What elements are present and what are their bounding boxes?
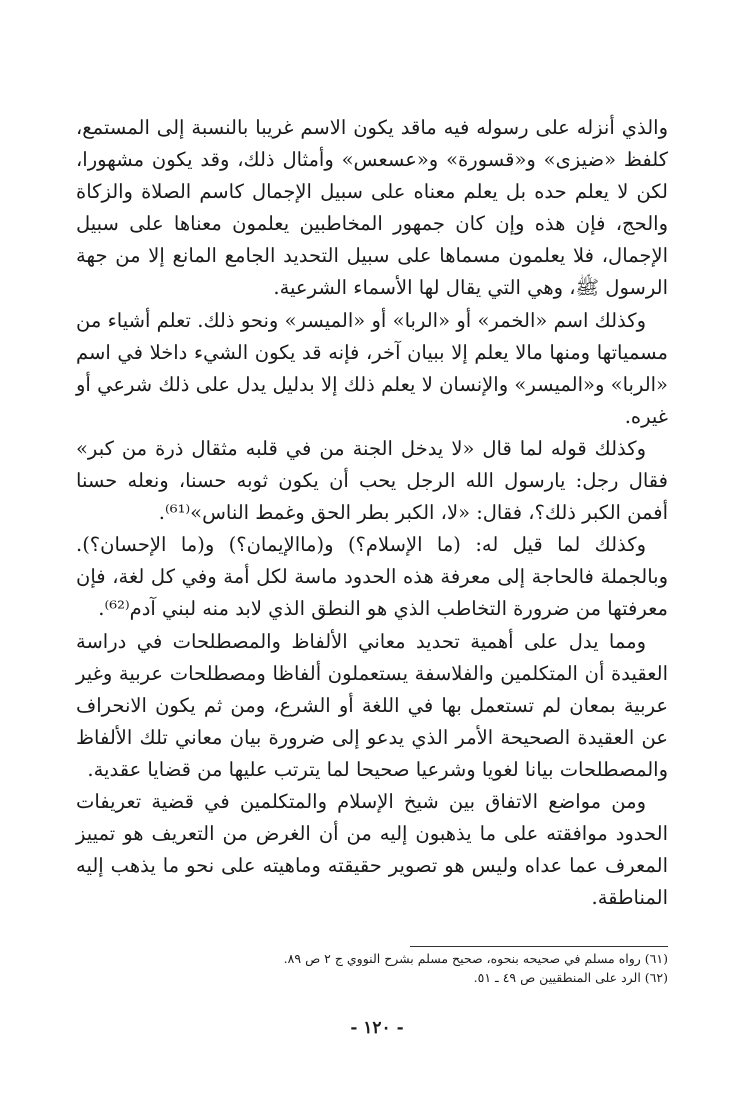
footnote-62: (٦٢) الرد على المنطقيين ص ٤٩ ـ ٥١. <box>473 970 668 985</box>
page-number: - ١٢٠ - <box>350 1018 404 1038</box>
footnote-61: (٦١) رواه مسلم في صحيحه بنحوه، صحيح مسلم بشرح النووي ج ٢ ص ٨٩. <box>283 951 668 966</box>
footnote-divider <box>410 946 668 947</box>
paragraph-2: وكذلك اسم «الخمر» أو «الربا» أو «الميسر» ونحو ذلك. تعلم أشياء من مسمياتها ومنها مالا يعلم إلا ببيان آخر، فإنه قد يكون الشيء داخلا في اسم «الربا» و«الميسر» والإنسان لا يعلم ذلك إلا بدليل يدل على ذلك شرعي أو غيره. <box>76 308 668 428</box>
paragraph-5: ومما يدل على أهمية تحديد معاني الألفاظ والمصطلحات في دراسة العقيدة أن المتكلمين والفلاسفة يستعملون ألفاظا ومصطلحات عربية وغير عربية بمعان لم تستعمل بها في اللغة أو الشرع، ومن ثم يكون الانحراف عن العقيدة الصحيحة الأمر الذي يدعو إلى ضرورة بيان معاني تلك الألفاظ والمصطلحات بيانا لغويا وشرعيا صحيحا لما يترتب عليها من قضايا عقدية. <box>76 629 668 781</box>
main-text <box>76 112 668 914</box>
paragraph-3: وكذلك قوله لما قال «لا يدخل الجنة من في قلبه مثقال ذرة من كبر» فقال رجل: يارسول الله الرجل يحب أن يكون ثوبه حسنا، ونعله حسنا أفمن الكبر ذلك؟، فقال: «لا، الكبر بطر الحق وغمط الناس»⁽⁶¹⁾. <box>76 436 668 525</box>
footnotes <box>76 946 668 987</box>
paragraph-6: ومن مواضع الاتفاق بين شيخ الإسلام والمتكلمين في قضية تعريفات الحدود موافقته على ما يذهبون إليه من أن الغرض من التعريف هو تمييز المعرف عما عداه وليس هو تصوير حقيقته وماهيته على نحو ما يذهب إليه المناطقة. <box>76 789 668 910</box>
paragraph-4: وكذلك لما قيل له: (ما الإسلام؟) و(ماالإيمان؟) و(ما الإحسان؟). وبالجملة فالحاجة إلى معرفة هذه الحدود ماسة لكل أمة وفي كل لغة، فإن معرفتها من ضرورة التخاطب الذي هو النطق الذي لابد منه لبني آدم⁽⁶²⁾. <box>76 533 668 621</box>
paragraph-1: والذي أنزله على رسوله فيه ماقد يكون الاسم غريبا بالنسبة إلى المستمع، كلفظ «ضيزى» و«قسورة» و«عسعس» وأمثال ذلك، وقد يكون مشهورا، لكن لا يعلم حده بل يعلم معناه على سبيل الإجمال كاسم الصلاة والزكاة والحج، فإن هذه وإن كان جمهور المخاطبين يعلمون معناها على سبيل الإجمال، فلا يعلمون مسماها على سبيل التحديد الجامع المانع إلا من جهة الرسول ﷺ، وهي التي يقال لها الأسماء الشرعية. <box>76 116 668 300</box>
